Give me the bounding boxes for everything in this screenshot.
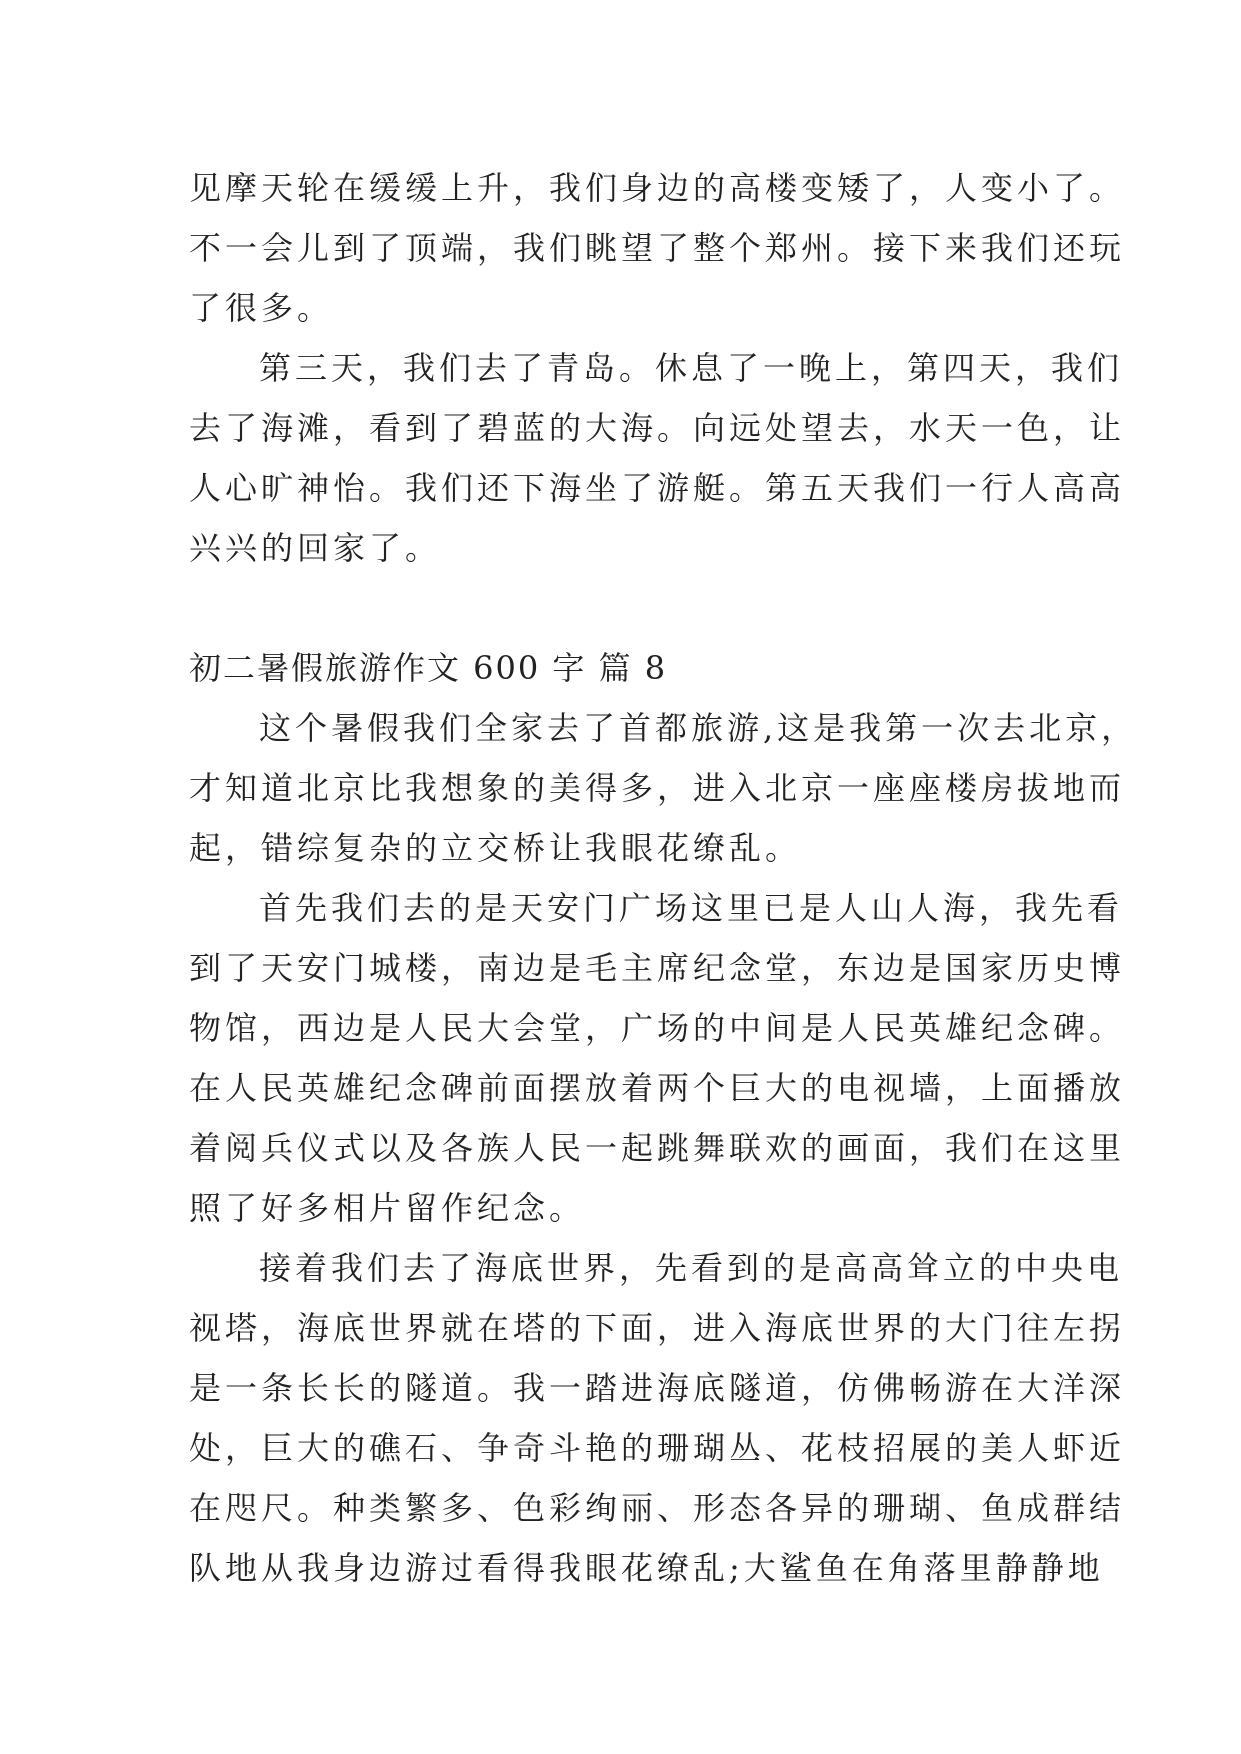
text-line: 去了海滩，看到了碧蓝的大海。向远处望去，水天一色，让 — [189, 409, 1126, 447]
text-line: 队地从我身边游过看得我眼花缭乱;大鲨鱼在角落里静静地 — [189, 1549, 1104, 1587]
text-line: 兴兴的回家了。 — [189, 529, 442, 567]
text-line: 在人民英雄纪念碑前面摆放着两个巨大的电视墙，上面播放 — [189, 1069, 1126, 1107]
paragraph — [189, 698, 1138, 878]
section-spacer — [189, 578, 1069, 638]
paragraph — [189, 878, 1126, 1238]
text-line: 首先我们去的是天安门广场这里已是人山人海，我先看 — [259, 889, 1124, 927]
paragraph — [189, 158, 1126, 338]
text-line: 才知道北京比我想象的美得多，进入北京一座座楼房拔地而 — [189, 769, 1126, 807]
paragraph — [189, 1238, 1126, 1598]
text-line: 人心旷神怡。我们还下海坐了游艇。第五天我们一行人高高 — [189, 469, 1126, 507]
text-line: 处，巨大的礁石、争奇斗艳的珊瑚丛、花枝招展的美人虾近 — [189, 1429, 1126, 1467]
text-line: 不一会儿到了顶端，我们眺望了整个郑州。接下来我们还玩 — [189, 229, 1126, 267]
text-line: 视塔，海底世界就在塔的下面，进入海底世界的大门往左拐 — [189, 1309, 1126, 1347]
text-line: 是一条长长的隧道。我一踏进海底隧道，仿佛畅游在大洋深 — [189, 1369, 1126, 1407]
text-line: 第三天，我们去了青岛。休息了一晚上，第四天，我们 — [259, 349, 1124, 387]
text-line: 物馆，西边是人民大会堂，广场的中间是人民英雄纪念碑。 — [189, 1009, 1126, 1047]
text-line: 这个暑假我们全家去了首都旅游,这是我第一次去北京， — [259, 709, 1138, 747]
text-line: 见摩天轮在缓缓上升，我们身边的高楼变矮了，人变小了。 — [189, 169, 1126, 207]
text-line: 到了天安门城楼，南边是毛主席纪念堂，东边是国家历史博 — [189, 949, 1126, 987]
document-body — [189, 158, 1138, 1598]
text-line: 起，错综复杂的立交桥让我眼花缭乱。 — [189, 829, 802, 867]
paragraph — [189, 338, 1126, 578]
text-line: 了很多。 — [189, 289, 334, 327]
text-line: 接着我们去了海底世界，先看到的是高高耸立的中央电 — [259, 1249, 1124, 1287]
text-line: 照了好多相片留作纪念。 — [189, 1189, 586, 1227]
text-line: 着阅兵仪式以及各族人民一起跳舞联欢的画面，我们在这里 — [189, 1129, 1126, 1167]
section-title: 初二暑假旅游作文 600 字 篇 8 — [189, 649, 668, 687]
text-line: 在咫尺。种类繁多、色彩绚丽、形态各异的珊瑚、鱼成群结 — [189, 1489, 1126, 1527]
